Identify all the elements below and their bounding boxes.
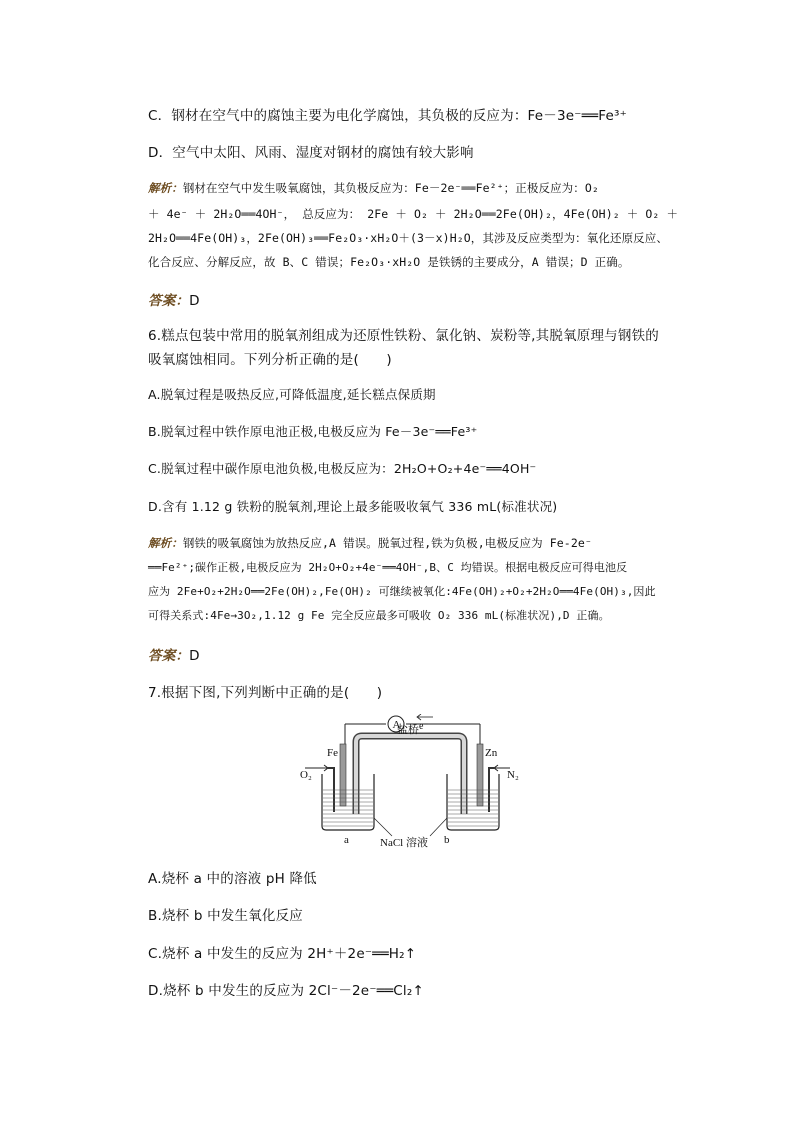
o2-label: O₂	[300, 769, 312, 781]
n2-label: N₂	[507, 769, 519, 781]
solution-a-hatch	[323, 790, 373, 826]
leader-line-a	[374, 818, 392, 836]
salt-bridge-label: 盐桥	[397, 724, 419, 736]
answer-value: D	[189, 648, 200, 664]
analysis-label: 解析：	[148, 181, 183, 195]
fe-label: Fe	[327, 747, 338, 759]
answer-label: 答案：	[148, 293, 190, 309]
option-d-q5: D．空气中太阳、风雨、湿度对钢材的腐蚀有较大影响	[148, 145, 474, 161]
answer-value: D	[189, 293, 200, 309]
analysis-q6-line1	[148, 535, 592, 551]
ammeter-label: A	[392, 719, 401, 731]
option-a-q7: A.烧杯 a 中的溶液 pH 降低	[148, 871, 317, 887]
analysis-q6-line4: 可得关系式:4Fe→3O₂,1.12 g Fe 完全反应最多可吸收 O₂ 336 mL(标准状况),D 正确。	[148, 609, 610, 622]
option-c-q5: C．钢材在空气中的腐蚀主要为电化学腐蚀，其负极的反应为：Fe－3e⁻══Fe³⁺	[148, 108, 627, 124]
option-c-q7: C.烧杯 a 中发生的反应为 2H⁺＋2e⁻══H₂↑	[148, 946, 417, 962]
option-b-q6: B.脱氧过程中铁作原电池正极,电极反应为 Fe－3e⁻══Fe³⁺	[148, 424, 478, 439]
question-7: 7.根据下图,下列判断中正确的是( )	[148, 685, 383, 701]
analysis-label: 解析：	[148, 536, 183, 550]
option-c-q6: C.脱氧过程中碳作原电池负极,电极反应为：2H₂O+O₂+4e⁻══4OH⁻	[148, 461, 537, 476]
beaker-b-label: b	[444, 834, 450, 846]
solution-b-hatch	[448, 790, 498, 826]
analysis-q5-line1	[148, 180, 599, 196]
analysis-text: 钢材在空气中发生吸氧腐蚀，其负极反应为：Fe－2e⁻══Fe²⁺；正极反应为：O₂	[182, 181, 599, 195]
beaker-a-label: a	[344, 834, 349, 846]
analysis-q6-line2: ══Fe²⁺;碳作正极,电极反应为 2H₂O+O₂+4e⁻══4OH⁻,B、C 均错误。根据电极反应可得电池反	[148, 561, 628, 574]
option-a-q6: A.脱氧过程是吸热反应,可降低温度,延长糕点保质期	[148, 387, 436, 402]
question-6-line2: 吸氧腐蚀相同。下列分析正确的是( )	[148, 352, 392, 368]
solution-label: NaCl 溶液	[380, 837, 428, 849]
fe-electrode	[340, 744, 346, 806]
answer-q6	[148, 644, 200, 664]
analysis-q6-line3: 应为 2Fe+O₂+2H₂O══2Fe(OH)₂,Fe(OH)₂ 可继续被氧化:4Fe(OH)₂+O₂+2H₂O══4Fe(OH)₃,因此	[148, 585, 656, 598]
question-6-line1: 6.糕点包装中常用的脱氧剂组成为还原性铁粉、氯化钠、炭粉等,其脱氧原理与钢铁的	[148, 328, 659, 344]
electron-label: e⁻	[419, 721, 429, 732]
analysis-text: 钢铁的吸氧腐蚀为放热反应,A 错误。脱氧过程,铁为负极,电极反应为 Fe-2e⁻	[182, 536, 592, 550]
analysis-q5-line2: ＋ 4e⁻ ＋ 2H₂O══4OH⁻， 总反应为： 2Fe ＋ O₂ ＋ 2H₂O══2Fe(OH)₂，4Fe(OH)₂ ＋ O₂ ＋	[148, 207, 679, 221]
zn-electrode	[477, 744, 483, 806]
answer-q5	[148, 289, 200, 309]
option-b-q7: B.烧杯 b 中发生氧化反应	[148, 908, 304, 924]
option-d-q7: D.烧杯 b 中发生的反应为 2Cl⁻－2e⁻══Cl₂↑	[148, 983, 424, 999]
galvanic-cell-diagram	[292, 714, 542, 852]
answer-label: 答案：	[148, 648, 190, 664]
analysis-q5-line3: 2H₂O══4Fe(OH)₃，2Fe(OH)₃══Fe₂O₃·xH₂O＋(3－x)H₂O，其涉及反应类型为：氧化还原反应、	[148, 231, 668, 245]
option-d-q6: D.含有 1.12 g 铁粉的脱氧剂,理论上最多能吸收氧气 336 mL(标准状况)	[148, 499, 558, 514]
zn-label: Zn	[485, 747, 498, 759]
analysis-q5-line4: 化合反应、分解反应，故 B、C 错误；Fe₂O₃·xH₂O 是铁锈的主要成分，A 错误；D 正确。	[148, 255, 630, 269]
